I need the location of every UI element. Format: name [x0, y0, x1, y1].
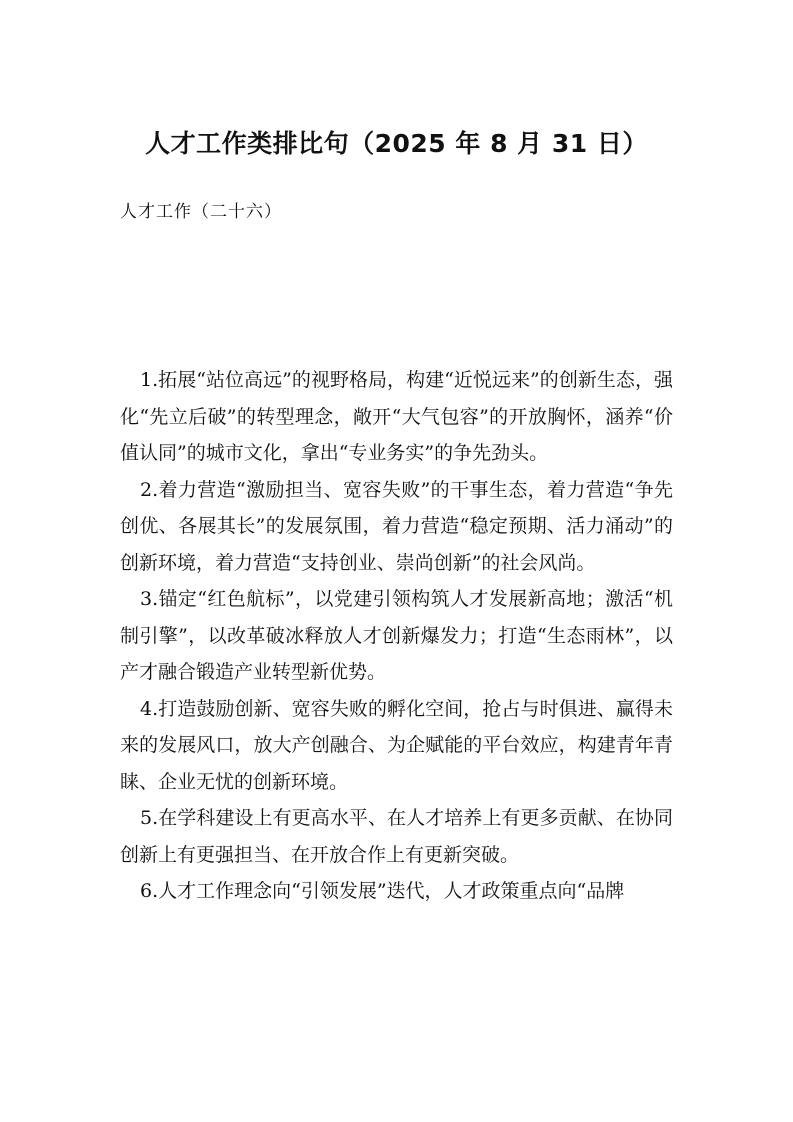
document-subtitle: 人才工作（二十六）	[120, 202, 282, 222]
paragraph-3: 3.锚定“红色航标”，以党建引领构筑人才发展新高地；激活“机制引擎”，以改革破冰释放人才创新爆发力；打造“生态雨林”，以产才融合锻造产业转型新优势。	[120, 588, 673, 683]
document-title: 人才工作类排比句（2025 年 8 月 31 日）	[145, 129, 648, 158]
paragraph-1: 1.拓展“站位高远”的视野格局，构建“近悦远来”的创新生态，强化“先立后破”的转型理念，敞开“大气包容”的开放胸怀，涵养“价值认同”的城市文化，拿出“专业务实”的争先劲头。	[120, 369, 673, 464]
document-body	[120, 362, 673, 910]
paragraph-2: 2.着力营造“激励担当、宽容失败”的干事生态，着力营造“争先创优、各展其长”的发展氛围，着力营造“稳定预期、活力涌动”的创新环境，着力营造“支持创业、崇尚创新”的社会风尚。	[120, 478, 673, 574]
paragraph-5: 5.在学科建设上有更高水平、在人才培养上有更多贡献、在协同创新上有更强担当、在开放合作上有更新突破。	[120, 807, 673, 866]
paragraph-6: 6.人才工作理念向“引领发展”迭代，人才政策重点向“品牌	[140, 880, 625, 902]
paragraph-4: 4.打造鼓励创新、宽容失败的孵化空间，抢占与时俱进、赢得未来的发展风口，放大产创融合、为企赋能的平台效应，构建青年青睐、企业无忧的创新环境。	[120, 697, 673, 793]
